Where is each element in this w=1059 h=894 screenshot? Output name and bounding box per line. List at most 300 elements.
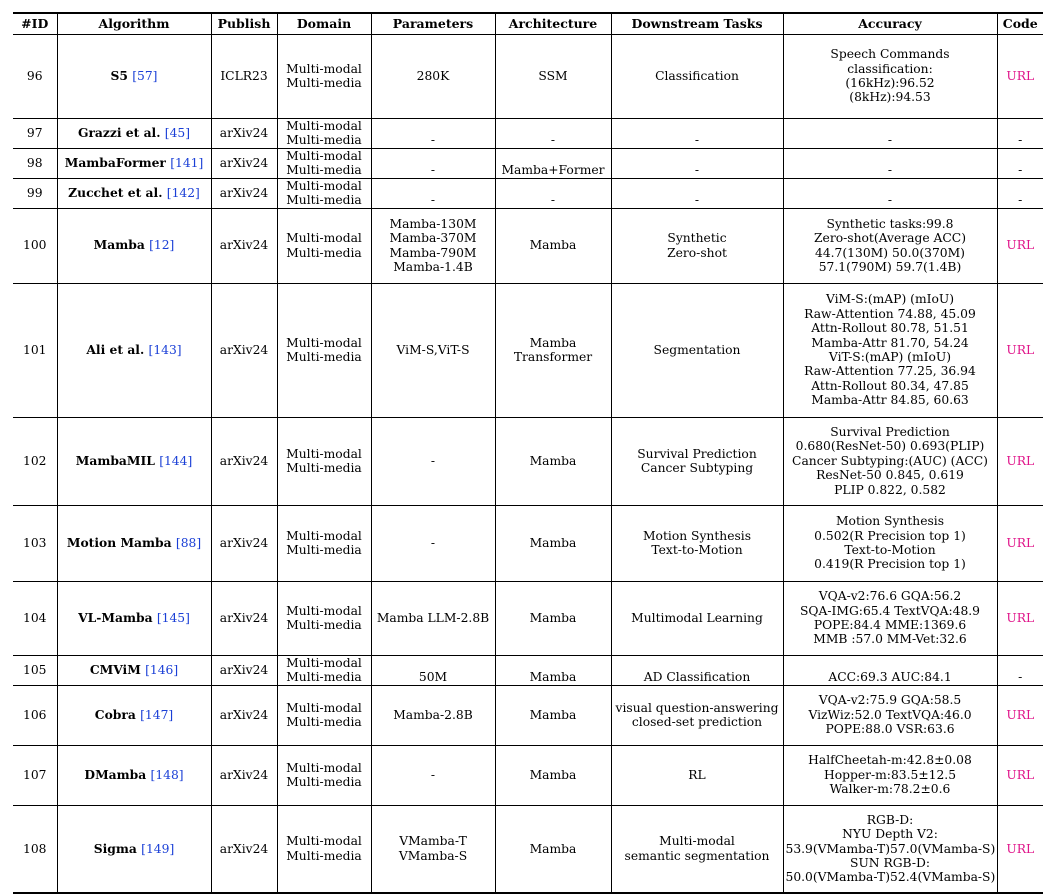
header-algorithm: Algorithm — [57, 13, 211, 34]
parameter-line: VMamba-T — [399, 834, 467, 849]
cell-downstream-tasks — [611, 417, 783, 505]
cell-code — [997, 505, 1043, 581]
row-id: 101 — [23, 342, 47, 357]
cell-algorithm — [57, 118, 211, 148]
accuracy-line: HalfCheetah-m:42.8±0.08 — [808, 753, 972, 768]
cell-algorithm — [57, 685, 211, 745]
cell-architecture — [495, 208, 611, 283]
algorithm-name: VL-Mamba — [78, 609, 153, 625]
cell-accuracy — [783, 148, 997, 178]
row-id: 99 — [26, 185, 43, 200]
task-line: AD Classification — [643, 670, 751, 685]
cell-algorithm — [57, 505, 211, 581]
header-architecture: Architecture — [495, 13, 611, 34]
citation-link[interactable]: [12] — [149, 238, 175, 253]
cell-algorithm — [57, 655, 211, 685]
accuracy-line: Zero-shot(Average ACC) — [814, 231, 966, 246]
cell-domain — [277, 685, 371, 745]
table-row — [13, 805, 1043, 893]
row-id: 105 — [23, 662, 47, 677]
accuracy-line: 50.0(VMamba-T)52.4(VMamba-S) — [785, 870, 996, 885]
algorithm-name-group — [95, 707, 173, 722]
cell-code — [997, 34, 1043, 118]
table-row — [13, 178, 1043, 208]
cell-publish — [211, 178, 277, 208]
architecture-line: Mamba — [529, 238, 577, 253]
header-parameters: Parameters — [371, 13, 495, 34]
domain-line: Multi-modal — [286, 335, 362, 350]
accuracy-line: - — [887, 133, 893, 148]
cell-code — [997, 283, 1043, 417]
accuracy-line: MMB :57.0 MM-Vet:32.6 — [813, 632, 967, 647]
citation-link[interactable]: [45] — [164, 125, 191, 140]
architecture-line: Mamba — [529, 610, 577, 625]
accuracy-line: VQA-v2:75.9 GQA:58.5 — [818, 693, 962, 708]
accuracy-line: 0.680(ResNet-50) 0.693(PLIP) — [795, 439, 985, 454]
cell-id — [13, 581, 57, 655]
cell-downstream-tasks — [611, 581, 783, 655]
accuracy-line: Walker-m:78.2±0.6 — [829, 782, 951, 797]
cell-publish — [211, 655, 277, 685]
citation-link[interactable]: [142] — [166, 185, 200, 200]
publish-venue: arXiv24 — [219, 342, 269, 357]
parameter-line: Mamba-370M — [389, 231, 477, 246]
accuracy-line: PLIP 0.822, 0.582 — [834, 482, 946, 497]
cell-domain — [277, 148, 371, 178]
parameter-line: VMamba-S — [398, 848, 468, 863]
citation-link[interactable]: [144] — [159, 453, 193, 468]
domain-line: Multi-media — [286, 670, 362, 684]
accuracy-line: Attn-Rollout 80.34, 47.85 — [811, 378, 969, 393]
code-none: - — [1018, 133, 1023, 148]
row-id: 107 — [23, 767, 47, 782]
cell-publish — [211, 208, 277, 283]
accuracy-line: RGB-D: — [866, 812, 914, 827]
accuracy-line: 57.1(790M) 59.7(1.4B) — [818, 259, 962, 274]
cell-architecture — [495, 655, 611, 685]
cell-publish — [211, 34, 277, 118]
algorithm-name-group — [94, 237, 175, 252]
cell-code — [997, 208, 1043, 283]
algorithm-name-group — [65, 155, 204, 170]
cell-downstream-tasks — [611, 505, 783, 581]
domain-line: Multi-modal — [286, 61, 362, 76]
accuracy-line: VQA-v2:76.6 GQA:56.2 — [818, 589, 962, 604]
cell-algorithm — [57, 581, 211, 655]
table-body — [13, 34, 1043, 893]
cell-downstream-tasks — [611, 283, 783, 417]
publish-venue: arXiv24 — [219, 662, 269, 677]
citation-link[interactable]: [145] — [156, 610, 190, 625]
code-url-link[interactable]: URL — [1006, 68, 1035, 83]
domain-line: Multi-modal — [286, 655, 362, 670]
accuracy-line: classification: — [847, 61, 933, 76]
cell-id — [13, 685, 57, 745]
accuracy-line: Mamba-Attr 81.70, 54.24 — [811, 335, 969, 350]
cell-code — [997, 118, 1043, 148]
cell-domain — [277, 34, 371, 118]
citation-link[interactable]: [146] — [145, 662, 179, 677]
cell-accuracy — [783, 208, 997, 283]
algorithm-name: MambaMIL — [75, 452, 155, 468]
code-url-link[interactable]: URL — [1006, 453, 1035, 468]
cell-architecture — [495, 685, 611, 745]
algorithm-name-group — [86, 342, 181, 357]
algorithm-name-group — [67, 535, 201, 550]
algorithm-name: MambaFormer — [64, 154, 166, 170]
architecture-line: Mamba — [529, 841, 577, 856]
algorithm-name-group — [111, 68, 158, 83]
domain-line: Multi-modal — [286, 178, 362, 193]
cell-id — [13, 148, 57, 178]
algorithm-name-group — [68, 185, 200, 200]
table-row — [13, 208, 1043, 283]
accuracy-line: ViM-S:(mAP) (mIoU) — [825, 292, 955, 307]
citation-link[interactable]: [57] — [132, 68, 158, 83]
accuracy-line: POPE:88.0 VSR:63.6 — [825, 722, 955, 737]
parameter-line: Mamba-1.4B — [393, 259, 473, 274]
cell-publish — [211, 118, 277, 148]
cell-downstream-tasks — [611, 34, 783, 118]
table-row — [13, 118, 1043, 148]
cell-downstream-tasks — [611, 208, 783, 283]
task-line: closed-set prediction — [631, 715, 763, 729]
accuracy-line: VizWiz:52.0 TextVQA:46.0 — [808, 707, 972, 722]
cell-code — [997, 178, 1043, 208]
domain-line: Multi-modal — [286, 700, 362, 715]
domain-line: Multi-media — [286, 848, 362, 863]
publish-venue: arXiv24 — [219, 841, 269, 856]
table-row — [13, 655, 1043, 685]
cell-publish — [211, 505, 277, 581]
cell-id — [13, 805, 57, 893]
accuracy-line: ACC:69.3 AUC:84.1 — [828, 670, 952, 685]
accuracy-line: Attn-Rollout 80.78, 51.51 — [811, 321, 969, 336]
parameter-line: - — [430, 133, 436, 148]
accuracy-line: 0.502(R Precision top 1) — [814, 528, 966, 543]
cell-publish — [211, 417, 277, 505]
task-line: - — [694, 163, 700, 178]
accuracy-line: Motion Synthesis — [835, 514, 945, 529]
cell-domain — [277, 283, 371, 417]
citation-link[interactable]: [147] — [140, 707, 174, 722]
cell-parameters — [371, 118, 495, 148]
cell-accuracy — [783, 655, 997, 685]
task-line: Classification — [655, 68, 739, 83]
cell-algorithm — [57, 745, 211, 805]
cell-algorithm — [57, 417, 211, 505]
table-row — [13, 34, 1043, 118]
architecture-line: Mamba — [529, 670, 577, 685]
algorithm-name-group — [78, 125, 190, 140]
cell-domain — [277, 118, 371, 148]
citation-link[interactable]: [148] — [150, 767, 184, 782]
row-id: 104 — [23, 610, 47, 625]
cell-domain — [277, 417, 371, 505]
publish-venue: arXiv24 — [219, 453, 269, 468]
domain-line: Multi-media — [286, 76, 362, 90]
task-line: - — [694, 193, 700, 208]
cell-id — [13, 283, 57, 417]
cell-parameters — [371, 417, 495, 505]
citation-link[interactable]: [149] — [141, 841, 175, 856]
domain-line: Multi-modal — [286, 528, 362, 543]
cell-algorithm — [57, 148, 211, 178]
row-id: 97 — [26, 125, 43, 140]
cell-algorithm — [57, 34, 211, 118]
row-id: 103 — [23, 535, 47, 550]
row-id: 106 — [23, 707, 47, 722]
accuracy-line: NYU Depth V2: — [842, 827, 938, 842]
accuracy-line: Speech Commands — [830, 47, 950, 62]
architecture-line: SSM — [538, 68, 568, 83]
header-domain: Domain — [277, 13, 371, 34]
cell-downstream-tasks — [611, 655, 783, 685]
cell-publish — [211, 745, 277, 805]
cell-domain — [277, 655, 371, 685]
domain-line: Multi-modal — [286, 760, 362, 775]
algorithm-name: Ali et al. — [86, 341, 145, 357]
citation-link[interactable]: [141] — [170, 155, 204, 170]
domain-line: Multi-media — [286, 461, 362, 475]
task-line: Multi-modal — [659, 834, 735, 849]
publish-venue: arXiv24 — [219, 767, 269, 782]
domain-line: Multi-media — [286, 350, 362, 364]
cell-parameters — [371, 805, 495, 893]
accuracy-line: - — [887, 163, 893, 178]
code-none: - — [1018, 193, 1023, 208]
publish-venue: arXiv24 — [219, 155, 269, 170]
cell-domain — [277, 581, 371, 655]
citation-link[interactable]: [143] — [148, 342, 182, 357]
row-id: 102 — [23, 453, 47, 468]
domain-line: Multi-media — [286, 618, 362, 632]
publish-venue: arXiv24 — [219, 185, 269, 200]
accuracy-line: SUN RGB-D: — [850, 855, 930, 870]
architecture-line: - — [550, 193, 556, 208]
algorithm-name: S5 — [110, 67, 128, 83]
domain-line: Multi-media — [286, 543, 362, 557]
domain-line: Multi-media — [286, 775, 362, 789]
cell-architecture — [495, 505, 611, 581]
accuracy-line: Cancer Subtyping:(AUC) (ACC) — [792, 453, 988, 468]
cell-parameters — [371, 208, 495, 283]
architecture-line: Mamba — [529, 453, 577, 468]
cell-code — [997, 417, 1043, 505]
table-row — [13, 148, 1043, 178]
task-line: semantic segmentation — [624, 848, 770, 863]
row-id: 96 — [26, 68, 43, 83]
parameter-line: Mamba-2.8B — [393, 707, 473, 722]
cell-architecture — [495, 118, 611, 148]
cell-accuracy — [783, 805, 997, 893]
task-line: Motion Synthesis — [642, 528, 752, 543]
domain-line: Multi-modal — [286, 446, 362, 461]
cell-algorithm — [57, 208, 211, 283]
cell-downstream-tasks — [611, 178, 783, 208]
survey-table — [13, 12, 1043, 894]
cell-downstream-tasks — [611, 745, 783, 805]
cell-id — [13, 745, 57, 805]
parameter-line: 50M — [418, 670, 448, 685]
cell-code — [997, 685, 1043, 745]
cell-code — [997, 805, 1043, 893]
domain-line: Multi-modal — [286, 231, 362, 246]
cell-id — [13, 118, 57, 148]
algorithm-name-group — [84, 767, 183, 782]
publish-venue: arXiv24 — [219, 125, 269, 140]
task-line: visual question-answering — [615, 700, 779, 715]
code-url-link[interactable]: URL — [1006, 238, 1035, 253]
publish-venue: arXiv24 — [219, 238, 269, 253]
code-url-link[interactable]: URL — [1006, 707, 1035, 722]
publish-venue: arXiv24 — [219, 610, 269, 625]
cell-accuracy — [783, 118, 997, 148]
algorithm-name-group — [76, 453, 193, 468]
cell-code — [997, 745, 1043, 805]
code-url-link[interactable]: URL — [1006, 342, 1035, 357]
cell-accuracy — [783, 581, 997, 655]
algorithm-name: Sigma — [93, 840, 137, 856]
accuracy-line: Raw-Attention 74.88, 45.09 — [804, 306, 976, 321]
architecture-line: Mamba — [529, 707, 577, 722]
cell-code — [997, 148, 1043, 178]
architecture-line: Mamba+Former — [501, 163, 605, 178]
accuracy-line: Mamba-Attr 84.85, 60.63 — [811, 393, 969, 408]
code-url-link[interactable]: URL — [1006, 610, 1035, 625]
accuracy-line: - — [887, 193, 893, 208]
task-line: Text-to-Motion — [651, 543, 743, 557]
cell-parameters — [371, 745, 495, 805]
cell-parameters — [371, 148, 495, 178]
header-code: Code — [997, 13, 1043, 34]
parameter-line: - — [430, 453, 436, 468]
accuracy-line: Hopper-m:83.5±12.5 — [823, 767, 957, 782]
cell-parameters — [371, 34, 495, 118]
architecture-line: - — [550, 133, 556, 148]
task-line: Multimodal Learning — [631, 610, 763, 625]
cell-architecture — [495, 178, 611, 208]
cell-code — [997, 655, 1043, 685]
table-container — [13, 12, 1043, 894]
parameter-line: Mamba-130M — [389, 216, 477, 231]
publish-venue: ICLR23 — [220, 68, 268, 83]
accuracy-line: Survival Prediction — [830, 424, 950, 439]
cell-parameters — [371, 178, 495, 208]
cell-architecture — [495, 283, 611, 417]
cell-parameters — [371, 685, 495, 745]
row-id: 98 — [26, 155, 43, 170]
table-row — [13, 417, 1043, 505]
cell-domain — [277, 505, 371, 581]
algorithm-name-group — [90, 662, 178, 677]
cell-downstream-tasks — [611, 118, 783, 148]
domain-line: Multi-media — [286, 715, 362, 729]
task-line: Zero-shot — [667, 245, 727, 260]
cell-domain — [277, 745, 371, 805]
accuracy-line: 53.9(VMamba-T)57.0(VMamba-S) — [785, 841, 996, 856]
algorithm-name: Motion Mamba — [66, 534, 172, 550]
algorithm-name: Mamba — [93, 237, 145, 253]
cell-architecture — [495, 745, 611, 805]
cell-accuracy — [783, 745, 997, 805]
architecture-line: Transformer — [513, 350, 593, 364]
task-line: - — [694, 133, 700, 148]
row-id: 100 — [23, 238, 47, 253]
cell-publish — [211, 805, 277, 893]
row-id: 108 — [23, 841, 47, 856]
cell-architecture — [495, 148, 611, 178]
cell-id — [13, 505, 57, 581]
code-url-link[interactable]: URL — [1006, 535, 1035, 550]
code-url-link[interactable]: URL — [1006, 767, 1035, 782]
citation-link[interactable]: [88] — [175, 535, 202, 550]
algorithm-name-group — [78, 610, 190, 625]
code-url-link[interactable]: URL — [1006, 841, 1035, 856]
algorithm-name: Grazzi et al. — [77, 124, 161, 140]
publish-venue: arXiv24 — [219, 707, 269, 722]
cell-architecture — [495, 34, 611, 118]
code-none: - — [1018, 163, 1023, 178]
cell-architecture — [495, 417, 611, 505]
parameter-line: - — [430, 193, 436, 208]
cell-accuracy — [783, 505, 997, 581]
parameter-line: - — [430, 535, 436, 550]
cell-downstream-tasks — [611, 805, 783, 893]
algorithm-name: Zucchet et al. — [68, 184, 163, 200]
cell-architecture — [495, 581, 611, 655]
cell-parameters — [371, 581, 495, 655]
header-downstream-tasks: Downstream Tasks — [611, 13, 783, 34]
cell-id — [13, 208, 57, 283]
accuracy-line: Synthetic tasks:99.8 — [826, 216, 954, 231]
accuracy-line: ViT-S:(mAP) (mIoU) — [828, 350, 952, 364]
cell-algorithm — [57, 283, 211, 417]
cell-id — [13, 417, 57, 505]
cell-accuracy — [783, 417, 997, 505]
cell-publish — [211, 148, 277, 178]
cell-id — [13, 34, 57, 118]
cell-publish — [211, 685, 277, 745]
parameter-line: ViM-S,ViT-S — [396, 342, 470, 357]
cell-algorithm — [57, 178, 211, 208]
domain-line: Multi-media — [286, 133, 362, 147]
header-accuracy: Accuracy — [783, 13, 997, 34]
table-row — [13, 745, 1043, 805]
accuracy-line: SQA-IMG:65.4 TextVQA:48.9 — [799, 603, 980, 618]
header-id: #ID — [13, 13, 57, 34]
table-row — [13, 685, 1043, 745]
task-line: Survival Prediction — [637, 446, 757, 461]
accuracy-line: POPE:84.4 MME:1369.6 — [813, 618, 967, 632]
cell-accuracy — [783, 283, 997, 417]
task-line: Cancer Subtyping — [640, 461, 754, 475]
cell-id — [13, 178, 57, 208]
accuracy-line: Raw-Attention 77.25, 36.94 — [804, 364, 976, 379]
cell-accuracy — [783, 685, 997, 745]
cell-architecture — [495, 805, 611, 893]
cell-publish — [211, 581, 277, 655]
task-line: RL — [688, 767, 706, 782]
architecture-line: Mamba — [529, 335, 577, 350]
architecture-line: Mamba — [529, 767, 577, 782]
cell-accuracy — [783, 178, 997, 208]
cell-accuracy — [783, 34, 997, 118]
parameter-line: Mamba-790M — [389, 245, 477, 260]
accuracy-line: (8kHz):94.53 — [849, 90, 931, 105]
accuracy-line: (16kHz):96.52 — [845, 76, 935, 90]
parameter-line: - — [430, 767, 436, 782]
